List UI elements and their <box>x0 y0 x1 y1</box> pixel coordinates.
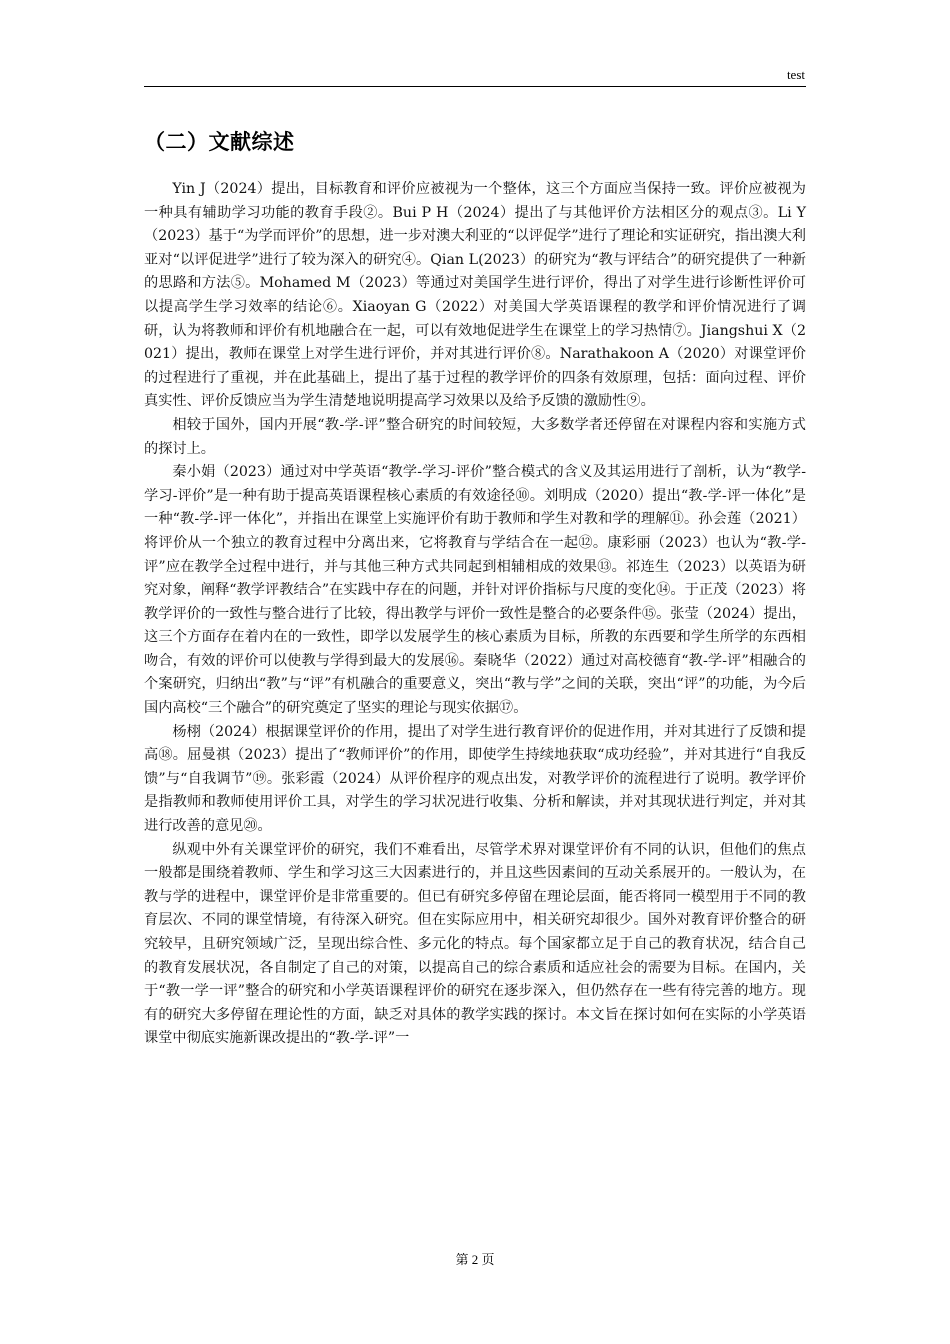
paragraph-foreign-studies: Yin J（2024）提出，目标教育和评价应被视为一个整体，这三个方面应当保持一致。评价应被视为一种具有辅助学习功能的教育手段②。Bui P H（2024）提出了与其他评价方法相区分的观点③。Li Y（2023）基于“为学而评价”的思想，进一步对澳大利亚的“以评促学”进行了理论和实证研究，指出澳大利亚对“以评促进学”进行了较为深入的研究④。Qian L(2023）的研究为“教与评结合”的研究提供了一种新的思路和方法⑤。Mohamed M（2023）等通过对美国学生进行评价，得出了对学生进行诊断性评价可以提高学生学习效率的结论⑥。Xiaoyan G（2022）对美国大学英语课程的教学和评价情况进行了调研，认为将教师和评价有机地融合在一起，可以有效地促进学生在课堂上的学习热情⑦。Jiangshui X（2021）提出，教师在课堂上对学生进行评价，并对其进行评价⑧。Narathakoon A（2020）对课堂评价的过程进行了重视，并在此基础上，提出了基于过程的教学评价的四条有效原理，包括：面向过程、评价真实性、评价反馈应当为学生清楚地说明提高学习效果以及给予反馈的激励性⑨。 <box>144 181 806 410</box>
running-header: test <box>786 67 805 82</box>
paragraph-domestic-intro: 相较于国外，国内开展“教-学-评”整合研究的时间较短，大多数学者还停留在对课程内容和实施方式的探讨上。 <box>144 416 806 457</box>
paragraph-evaluation-role: 杨栩（2024）根据课堂评价的作用，提出了对学生进行教育评价的促进作用，并对其进行了反馈和提高⑱。屈曼祺（2023）提出了“教师评价”的作用，即使学生持续地获取“成功经验”，并对其进行“自我反馈”与“自我调节”⑲。张彩霞（2024）从评价程序的观点出发，对教学评价的流程进行了说明。教学评价是指教师和教师使用评价工具，对学生的学习状况进行收集、分析和解读，并对其现状进行判定，并对其进行改善的意见⑳。 <box>144 723 806 835</box>
page-number: 第 2 页 <box>455 1252 495 1267</box>
section-heading: （二）文献综述 <box>144 130 295 154</box>
body-text <box>144 178 806 1051</box>
paragraph-summary: 纵观中外有关课堂评价的研究，我们不难看出，尽管学术界对课堂评价有不同的认识，但他们的焦点一般都是围绕着教师、学生和学习这三大因素进行的，并且这些因素间的互动关系展开的。一般认为，在教与学的进程中，课堂评价是非常重要的。但已有研究多停留在理论层面，能否将同一模型用于不同的教育层次、不同的课堂情境，有待深入研究。但在实际应用中，相关研究却很少。国外对教育评价整合的研究较早，且研究领域广泛，呈现出综合性、多元化的特点。每个国家都立足于自己的教育状况，结合自己的教育发展状况，各自制定了自己的对策，以提高自己的综合素质和适应社会的需要为目标。在国内，关于“教一学一评”整合的研究和小学英语课程评价的研究在逐步深入，但仍然存在一些有待完善的地方。现有的研究大多停留在理论性的方面，缺乏对具体的教学实践的探讨。本文旨在探讨如何在实际的小学英语课堂中彻底实施新课改提出的“教-学-评”一 <box>144 841 806 1047</box>
header-rule <box>144 86 806 87</box>
paragraph-domestic-studies: 秦小娟（2023）通过对中学英语“教学-学习-评价”整合模式的含义及其运用进行了剖析，认为“教学-学习-评价”是一种有助于提高英语课程核心素质的有效途径⑩。刘明成（2020）提出“教-学-评一体化”是一种“教-学-评一体化”，并指出在课堂上实施评价有助于教师和学生对教和学的理解⑪。孙会莲（2021）将评价从一个独立的教育过程中分离出来，它将教育与学结合在一起⑫。康彩丽（2023）也认为“教-学-评”应在教学全过程中进行，并与其他三种方式共同起到相辅相成的效果⑬。祁连生（2023）以英语为研究对象，阐释“教学评教结合”在实践中存在的问题，并针对评价指标与尺度的变化⑭。于正茂（2023）将教学评价的一致性与整合进行了比较，得出教学与评价一致性是整合的必要条件⑮。张莹（2024）提出，这三个方面存在着内在的一致性，即学以发展学生的核心素质为目标，所教的东西要和学生所学的东西相吻合，有效的评价可以使教与学得到最大的发展⑯。秦晓华（2022）通过对高校德育“教-学-评”相融合的个案研究，归纳出“教”与“评”有机融合的重要意义，突出“教与学”之间的关联，突出“评”的功能，为今后国内高校“三个融合”的研究奠定了坚实的理论与现实依据⑰。 <box>144 464 806 717</box>
